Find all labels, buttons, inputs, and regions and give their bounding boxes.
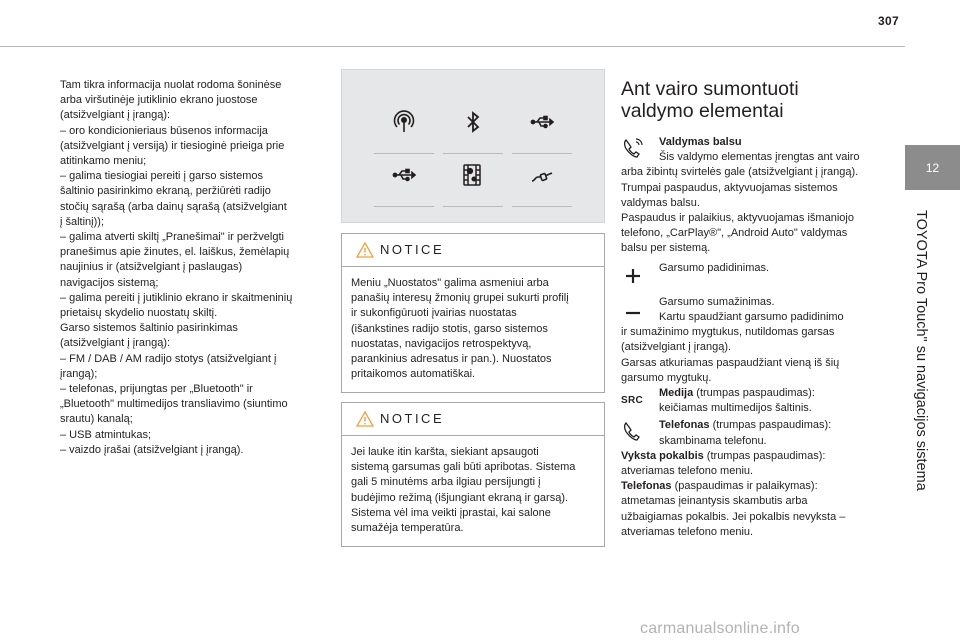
text-line: naujinius ir (atsižvelgiant į paslaugas) [60, 261, 243, 274]
steering-controls-column [621, 78, 891, 540]
section-title-line: Ant vairo sumontuoti [621, 78, 799, 100]
text-line: Garsumo sumažinimas. [659, 295, 775, 308]
usb-icon [374, 163, 434, 207]
text-line: arba viršutinėje jutiklinio ekrano juostose [60, 94, 258, 107]
page-number: 307 [878, 14, 899, 28]
text-line: atmetamas įeinantysis skambutis arba [621, 495, 808, 508]
text-line: garsumo mygtukų. [621, 371, 712, 384]
text-line: srautu) kanalą; [60, 413, 133, 426]
text-line: į šaltinį)); [60, 215, 105, 228]
ongoing-call-label: Vyksta pokalbis [621, 449, 704, 462]
volume-up-label: Garsumo padidinimas. [659, 261, 770, 274]
text-line: (atsižvelgiant į įrangą): [60, 109, 171, 122]
text-line: Sistema vėl ima veikti įprastai, kai salone [351, 506, 551, 519]
text-line: Meniu „Nuostatos" galima asmeniui arba [351, 277, 549, 289]
text-line: atveriamas telefono meniu. [621, 525, 754, 538]
text-line: budėjimo režimą (išjungiant ekraną ir garsą). [351, 491, 569, 504]
text-line: stočių sąrašą (arba dainų sąrašą (atsižvelgiant [60, 200, 287, 213]
phone-long-press-detail: (paspaudimas ir palaikymas): [671, 480, 818, 493]
text-line: arba žibintų svirtelės gale (atsižvelgiant į įrangą). [621, 166, 859, 179]
text-line: (išankstines radijo stotis, garso sistemos [351, 322, 548, 335]
text-line: „Bluetooth" multimedijos transliavimo (siuntimo [60, 398, 288, 411]
text-line: Jei lauke itin karšta, siekiant apsaugoti [351, 446, 539, 458]
notice-header [342, 234, 604, 267]
volume-down-item [621, 295, 891, 386]
text-line: sumažėja temperatūra. [351, 522, 464, 535]
text-line: ir sumažinimo mygtukus, nutildomas garsas [621, 326, 835, 339]
text-line: sistemą garsumas gali būti apribotas. Sistema [351, 461, 576, 474]
text-line: navigacijos sistemą; [60, 276, 159, 289]
text-line: (atsižvelgiant į įrangą): [60, 337, 171, 350]
usb-icon [512, 110, 572, 154]
text-line: užbaigiamas pokalbis. Jei pokalbis nevyksta – [621, 510, 846, 523]
text-line: atitinkamo meniu; [60, 155, 147, 168]
src-icon: SRC [621, 395, 644, 407]
text-line: gali 5 minutėms arba ilgiau persijungti į [351, 476, 541, 489]
minus-icon [621, 297, 647, 319]
phone-icon [621, 420, 647, 442]
text-line: – galima pereiti į jutiklinio ekrano ir skaitmeninių [60, 291, 293, 304]
text-line: valdymas balsu. [621, 196, 700, 209]
text-line: įrangą); [60, 367, 98, 380]
source-icons-panel [341, 69, 605, 223]
intro-column [60, 78, 326, 458]
source-label-detail: (trumpas paspaudimas): [693, 387, 815, 400]
chapter-title: TOYOTA Pro Touch" su navigacijos sistema [913, 210, 929, 491]
section-title [621, 78, 891, 122]
plus-icon [621, 263, 647, 285]
voice-control-heading: Valdymas balsu [659, 136, 742, 148]
section-title-line: valdymo elementai [621, 100, 784, 122]
text-line: prietaisų skydelio nuostatų skiltį. [60, 307, 218, 320]
hotspot-icon [374, 110, 434, 154]
notice-title: NOTICE [380, 411, 445, 426]
text-line: atveriamas telefono meniu. [621, 465, 754, 478]
source-label: Medija [659, 387, 694, 400]
warning-triangle-icon [356, 242, 374, 258]
source-item [621, 386, 891, 416]
text-line: Šis valdymo elementas įrengtas ant vairo [659, 151, 860, 164]
text-line: balsu per sistemą. [621, 242, 711, 255]
bluetooth-icon [443, 110, 503, 154]
text-line: Tam tikra informacija nuolat rodoma šoninėse [60, 79, 282, 91]
text-line: skambinama telefonu. [659, 434, 767, 447]
phone-item [621, 418, 891, 540]
notice-body [342, 267, 604, 392]
text-line: šaltinio pasirinkimo ekraną, peržiūrėti radijo [60, 185, 271, 198]
chapter-side-title [899, 210, 929, 540]
text-line: keičiamas multimedijos šaltinis. [659, 402, 812, 415]
video-icon [443, 163, 503, 207]
chapter-number: 12 [925, 160, 940, 175]
ongoing-call-detail: (trumpas paspaudimas): [703, 449, 826, 462]
text-line: nuostatas, navigacijos retrospektyvą, [351, 337, 532, 350]
text-line: – oro kondicionieriaus būsenos informacija [60, 124, 268, 137]
text-line: Garsas atkuriamas paspaudžiant vieną iš šių [621, 356, 840, 369]
text-line: (atsižvelgiant į versiją) ir tiesioginė prieiga prie [60, 139, 285, 152]
notice-box-temperature [341, 402, 605, 547]
notice-title: NOTICE [380, 242, 445, 257]
notice-header [342, 403, 604, 436]
watermark: carmanualsonline.info [640, 620, 800, 637]
text-line: ir sukonfigūruoti įvairias nuostatas [351, 307, 517, 320]
text-line: – vaizdo įrašai (atsižvelgiant į įrangą). [60, 443, 244, 456]
phone-label-detail: (trumpas paspaudimas): [709, 419, 832, 432]
text-line: pranešimus apie žinutes, el. laiškus, žemėlapių [60, 246, 290, 259]
phone-long-press-label: Telefonas [621, 480, 672, 493]
voice-control-item [621, 135, 891, 257]
text-line: – galima tiesiogiai pereiti į garso sistemos [60, 170, 263, 183]
text-line: parankinius adresatus ir pan.). Nuostatos [351, 353, 552, 366]
volume-up-item [621, 261, 891, 291]
text-line: panašių interesų žmonių grupei sukurti profilį [351, 292, 569, 305]
text-line: Garso sistemos šaltinio pasirinkimas [60, 322, 238, 335]
text-line: – galima atverti skiltį „Pranešimai" ir peržvelgti [60, 231, 284, 244]
warning-triangle-icon [356, 411, 374, 427]
text-line: – USB atmintukas; [60, 428, 152, 441]
aux-cable-icon [512, 163, 572, 207]
chapter-tab [905, 145, 960, 190]
notice-body [342, 436, 604, 546]
header-divider [0, 46, 905, 47]
text-line: – FM / DAB / AM radijo stotys (atsižvelgiant į [60, 352, 277, 365]
notice-box-settings [341, 233, 605, 393]
phone-label: Telefonas [659, 419, 710, 432]
text-line: Paspaudus ir palaikius, aktyvuojamas išmaniojo [621, 212, 854, 225]
text-line: pritaikomos automatiškai. [351, 368, 476, 381]
text-line: – telefonas, prijungtas per „Bluetooth" ir [60, 383, 253, 396]
text-line: telefono, „CarPlay®", „Android Auto" valdymas [621, 227, 848, 240]
text-line: Kartu spaudžiant garsumo padidinimo [659, 311, 844, 324]
voice-command-icon [621, 137, 647, 159]
text-line: Trumpai paspaudus, aktyvuojamas sistemos [621, 181, 838, 194]
text-line: (atsižvelgiant į įrangą). [621, 341, 732, 354]
